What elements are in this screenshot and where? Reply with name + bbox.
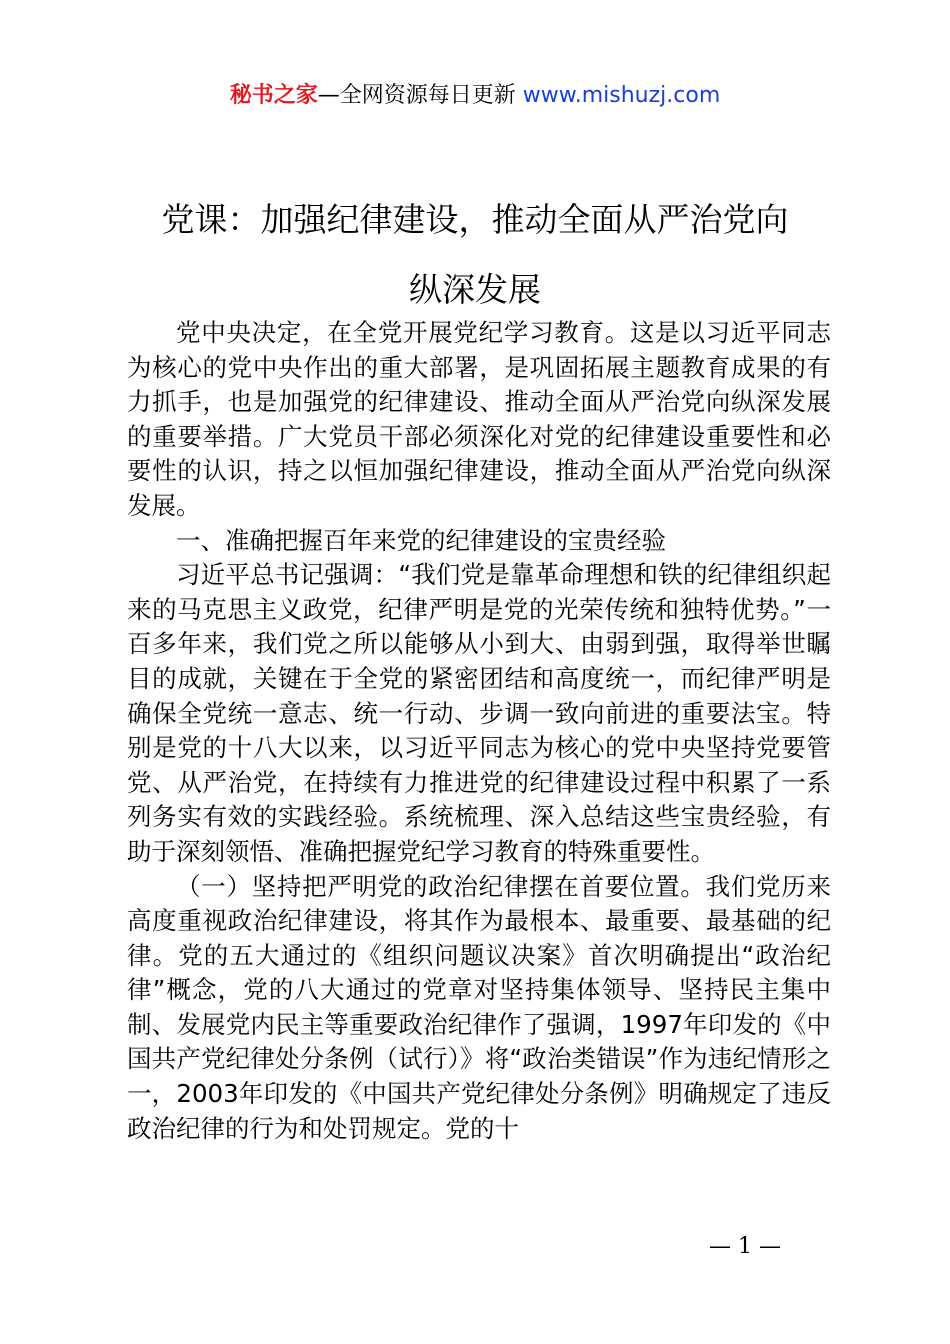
title-line-2: 纵深发展 [409,270,541,309]
document-title [100,185,850,325]
banner-tagline: —全网资源每日更新 [317,83,516,108]
site-banner [0,80,950,112]
page-number: — 1 — [709,1234,781,1259]
section-heading: 一、准确把握百年来党的纪律建设的宝贵经验 [176,525,666,555]
paragraph-intro: 党中央决定，在全党开展党纪学习教育。这是以习近平同志为核心的党中央作出的重大部署，是巩固拓展主题教育成果的有力抓手，也是加强党的纪律建设、推动全面从严治党向纵深发展的重要举措。广大党员干部必须深化对党的纪律建设重要性和必要性的认识，持之以恒加强纪律建设，推动全面从严治党向纵深发展。 [127,318,831,520]
document-body [127,316,831,1146]
site-url-link[interactable]: www.mishuzj.com [522,83,721,108]
paragraph-quote: 习近平总书记强调：“我们党是靠革命理想和铁的纪律组织起来的马克思主义政党，纪律严明是党的光荣传统和独特优势。”一百多年来，我们党之所以能够从小到大、由弱到强，取得举世瞩目的成就，关键在于全党的紧密团结和高度统一，而纪律严明是确保全党统一意志、统一行动、步调一致向前进的重要法宝。特别是党的十八大以来，以习近平同志为核心的党中央坚持党要管党、从严治党，在持续有力推进党的纪律建设过程中积累了一系列务实有效的实践经验。系统梳理、深入总结这些宝贵经验，有助于深刻领悟、准确把握党纪学习教育的特殊重要性。 [127,560,831,866]
paragraph-subsection-1: （一）坚持把严明党的政治纪律摆在首要位置。我们党历来高度重视政治纪律建设，将其作为最根本、最重要、最基础的纪律。党的五大通过的《组织问题议决案》首次明确提出“政治纪律”概念，党的八大通过的党章对坚持集体领导、坚持民主集中制、发展党内民主等重要政治纪律作了强调，1997年印发的《中国共产党纪律处分条例（试行）》将“政治类错误”作为违纪情形之一，2003年印发的《中国共产党纪律处分条例》明确规定了违反政治纪律的行为和处罚规定。党的十 [127,871,831,1143]
title-line-1: 党课：加强纪律建设，推动全面从严治党向 [161,200,789,239]
brand-name[interactable]: 秘书之家 [229,83,318,108]
